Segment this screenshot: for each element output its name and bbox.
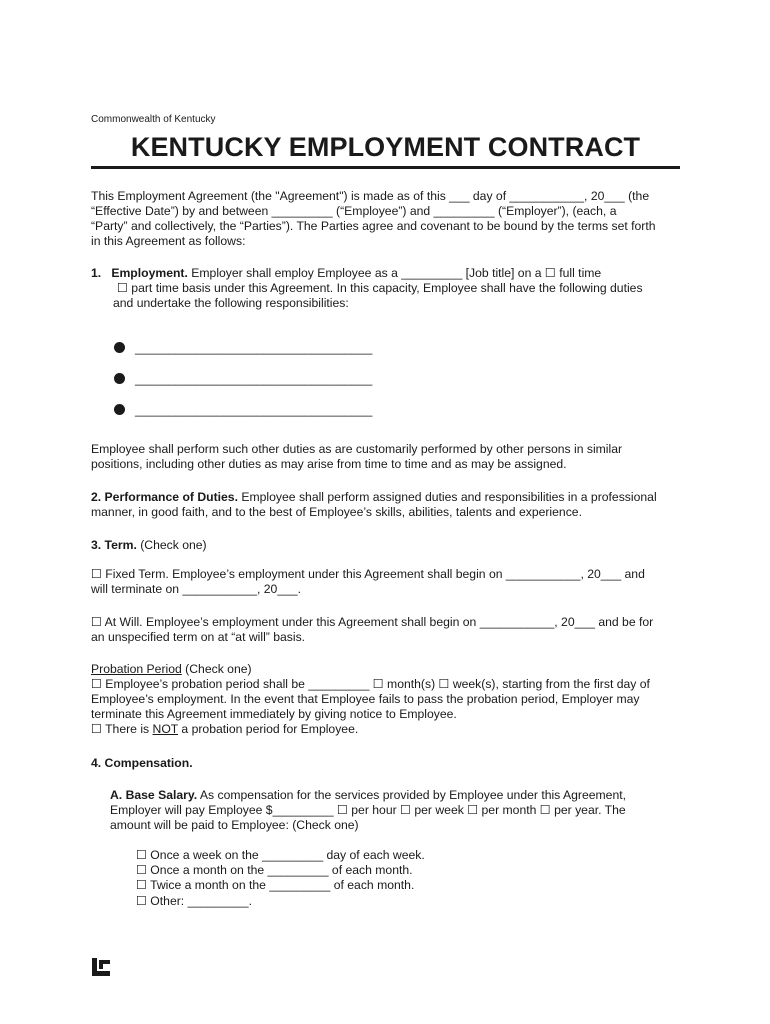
bullet-dot bbox=[114, 373, 125, 384]
probation-note: (Check one) bbox=[181, 662, 252, 676]
no-probation-line bbox=[91, 722, 358, 737]
at-will-line: ☐ At Will. Employee’s employment under this Agreement shall begin on ___________, 20___ and be for bbox=[91, 615, 654, 629]
section-4-heading: 4. Compensation. bbox=[91, 756, 193, 770]
bullet-dot bbox=[114, 404, 125, 415]
section-1-line bbox=[91, 266, 601, 281]
section-2-line bbox=[91, 490, 657, 505]
state-label: Commonwealth of Kentucky bbox=[91, 114, 216, 125]
section-1-line: and undertake the following responsibilities: bbox=[113, 296, 349, 310]
no-probation-pre: ☐ There is bbox=[91, 722, 153, 736]
fixed-term-line: will terminate on ___________, 20___. bbox=[91, 582, 302, 596]
probation-heading: Probation Period bbox=[91, 662, 182, 676]
section-1-heading: Employment. bbox=[111, 266, 188, 280]
section-3-heading-line bbox=[91, 538, 207, 553]
base-salary-line: Employer will pay Employee $_________ ☐ per hour ☐ per week ☐ per month ☐ per year. The bbox=[110, 803, 626, 817]
section-3-heading: 3. Term. bbox=[91, 538, 137, 552]
probation-line: ☐ Employee’s probation period shall be _________ ☐ month(s) ☐ week(s), starting from the first day of bbox=[91, 677, 650, 691]
section-1-text: Employer shall employ Employee as a _________ [Job title] on a ☐ full time bbox=[187, 266, 602, 280]
document-title: KENTUCKY EMPLOYMENT CONTRACT bbox=[130, 132, 641, 162]
intro-line: in this Agreement as follows: bbox=[91, 234, 246, 248]
base-salary-line: amount will be paid to Employee: (Check one) bbox=[110, 818, 359, 832]
section-3-note: (Check one) bbox=[136, 538, 207, 552]
section-2-text: Employee shall perform assigned duties and responsibilities in a professional bbox=[237, 490, 657, 504]
section-2-line: manner, in good faith, and to the best of Employee’s skills, abilities, talents and experience. bbox=[91, 505, 582, 519]
duty-blank: ___________________________________ bbox=[135, 341, 373, 355]
base-salary-text: As compensation for the services provided by Employee under this Agreement, bbox=[197, 788, 626, 802]
no-probation-not: NOT bbox=[152, 722, 179, 736]
probation-line: Employee’s employment. In the event that Employee fails to pass the probation period, Employer may bbox=[91, 692, 640, 706]
base-salary-heading: A. Base Salary. bbox=[110, 788, 198, 802]
bullet-dot bbox=[114, 342, 125, 353]
other-duties-line: Employee shall perform such other duties as are customarily performed by other persons in similar bbox=[91, 442, 623, 456]
title-underline bbox=[91, 166, 680, 169]
brand-logo-icon bbox=[91, 957, 111, 977]
intro-line: “Party” and collectively, the “Parties”). The Parties agree and covenant to be bound by the terms set forth bbox=[91, 219, 656, 233]
at-will-line: an unspecified term on at “at will” basis. bbox=[91, 630, 306, 644]
section-1-number: 1. bbox=[91, 266, 102, 280]
pay-option: ☐ Once a month on the _________ of each month. bbox=[136, 863, 413, 877]
base-salary-line bbox=[110, 788, 626, 803]
fixed-term-line: ☐ Fixed Term. Employee’s employment under this Agreement shall begin on ___________, 20___ and bbox=[91, 567, 645, 581]
pay-option: ☐ Twice a month on the _________ of each month. bbox=[136, 878, 415, 892]
intro-line: This Employment Agreement (the "Agreement") is made as of this ___ day of ___________, 20___ (the bbox=[91, 189, 650, 203]
duty-blank: ___________________________________ bbox=[135, 403, 373, 417]
other-duties-line: positions, including other duties as may arise from time to time and as may be assigned. bbox=[91, 457, 567, 471]
pay-option: ☐ Other: _________. bbox=[136, 894, 252, 908]
no-probation-post: a probation period for Employee. bbox=[178, 722, 359, 736]
probation-heading-line bbox=[91, 662, 252, 677]
section-1-line: ☐ part time basis under this Agreement. In this capacity, Employee shall have the following duties bbox=[117, 281, 643, 295]
duty-blank: ___________________________________ bbox=[135, 372, 373, 386]
intro-line: “Effective Date”) by and between _________ (“Employee”) and _________ (“Employer”), (each, a bbox=[91, 204, 617, 218]
probation-line: terminate this Agreement immediately by giving notice to Employee. bbox=[91, 707, 457, 721]
section-2-heading: 2. Performance of Duties. bbox=[91, 490, 238, 504]
pay-option: ☐ Once a week on the _________ day of each week. bbox=[136, 848, 425, 862]
